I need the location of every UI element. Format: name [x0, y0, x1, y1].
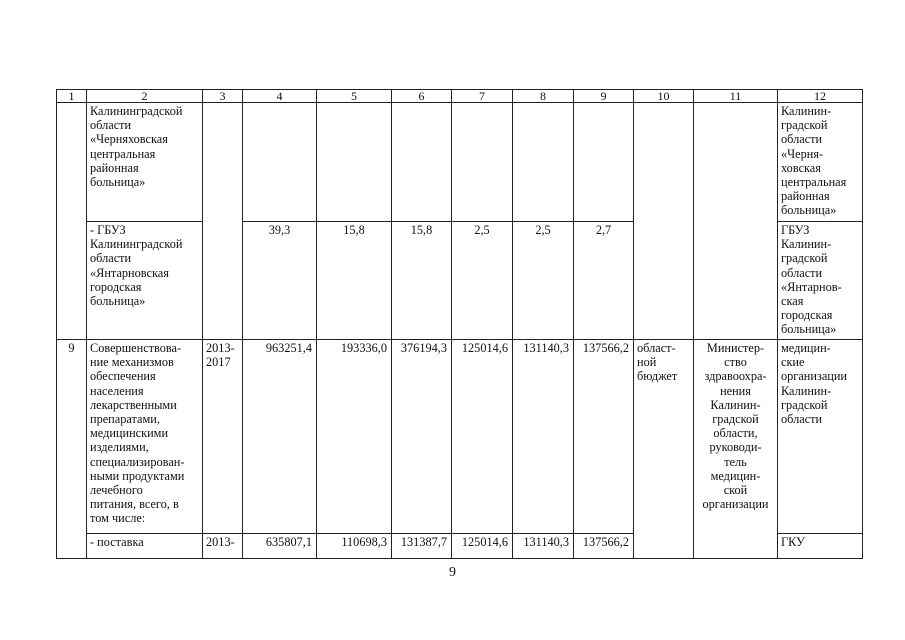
header-cell: 6 — [392, 90, 452, 103]
header-cell: 10 — [634, 90, 694, 103]
activity-cell: - поставка — [87, 534, 203, 559]
value-cell: 131140,3 — [513, 534, 574, 559]
value-cell — [243, 103, 317, 222]
value-cell: 137566,2 — [574, 340, 634, 534]
executor-cell: Калинин- градской области «Черня- ховская центральная районная больница» — [778, 103, 863, 222]
period-cell: 2013- 2017 — [203, 340, 243, 534]
row-number-cell: 9 — [57, 340, 87, 559]
header-cell: 1 — [57, 90, 87, 103]
funding-source-cell — [634, 103, 694, 340]
executor-cell: ГБУЗ Калинин- градской области «Янтарнов- ская городская больница» — [778, 222, 863, 340]
header-row — [57, 90, 863, 103]
program-table — [56, 89, 863, 559]
value-cell — [452, 103, 513, 222]
header-cell: 12 — [778, 90, 863, 103]
value-cell: 110698,3 — [317, 534, 392, 559]
header-cell: 5 — [317, 90, 392, 103]
value-cell — [574, 103, 634, 222]
value-cell: 15,8 — [317, 222, 392, 340]
page-number: 9 — [449, 565, 456, 580]
value-cell: 2,5 — [513, 222, 574, 340]
value-cell: 193336,0 — [317, 340, 392, 534]
value-cell — [317, 103, 392, 222]
value-cell: 137566,2 — [574, 534, 634, 559]
period-cell: 2013- — [203, 534, 243, 559]
table-row — [57, 340, 863, 534]
header-cell: 7 — [452, 90, 513, 103]
value-cell — [392, 103, 452, 222]
value-cell: 2,5 — [452, 222, 513, 340]
table-row — [57, 103, 863, 222]
value-cell: 131140,3 — [513, 340, 574, 534]
value-cell: 15,8 — [392, 222, 452, 340]
header-cell: 4 — [243, 90, 317, 103]
header-cell: 8 — [513, 90, 574, 103]
row-number-cell — [57, 103, 87, 340]
responsible-cell — [694, 103, 778, 340]
value-cell: 635807,1 — [243, 534, 317, 559]
header-cell: 9 — [574, 90, 634, 103]
header-cell: 3 — [203, 90, 243, 103]
activity-cell: - ГБУЗ Калининградской области «Янтарновская городская больница» — [87, 222, 203, 340]
executor-cell: ГКУ — [778, 534, 863, 559]
value-cell: 963251,4 — [243, 340, 317, 534]
period-cell — [203, 103, 243, 340]
value-cell: 125014,6 — [452, 534, 513, 559]
executor-cell: медицин- ские организации Калинин- градской области — [778, 340, 863, 534]
value-cell: 376194,3 — [392, 340, 452, 534]
activity-cell: Совершенствова- ние механизмов обеспечения населения лекарственными препаратами, медицинскими изделиями, специализирован- ными продуктами лечебного питания, всего, в том числе: — [87, 340, 203, 534]
value-cell: 2,7 — [574, 222, 634, 340]
activity-cell: Калининградской области «Черняховская центральная районная больница» — [87, 103, 203, 222]
header-cell: 11 — [694, 90, 778, 103]
responsible-cell: Министер- ство здравоохра- нения Калинин- градской области, руководи- тель медицин- ской организации — [694, 340, 778, 559]
funding-source-cell: област- ной бюджет — [634, 340, 694, 559]
value-cell — [513, 103, 574, 222]
value-cell: 39,3 — [243, 222, 317, 340]
value-cell: 131387,7 — [392, 534, 452, 559]
value-cell: 125014,6 — [452, 340, 513, 534]
header-cell: 2 — [87, 90, 203, 103]
